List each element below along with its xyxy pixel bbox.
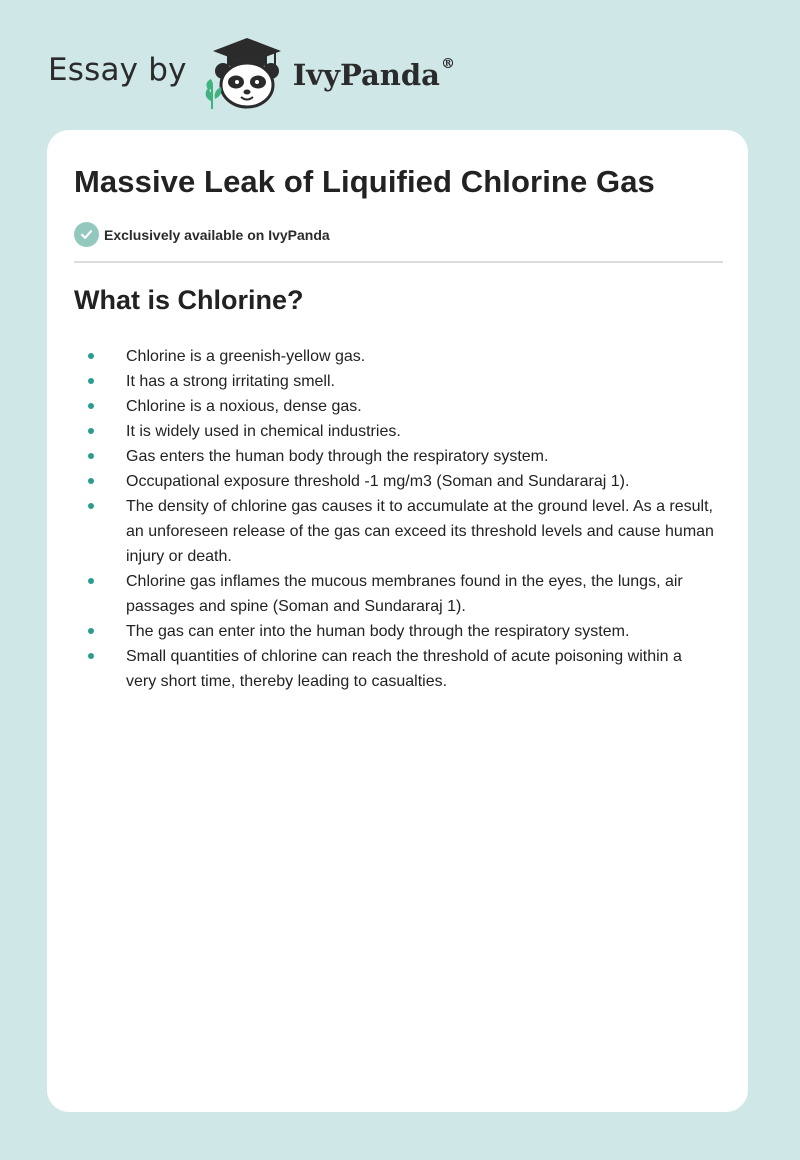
essay-by-label: Essay by (48, 52, 187, 88)
bullet-dot-icon (88, 503, 94, 509)
bullet-list (74, 344, 714, 694)
bullet-dot-icon (88, 578, 94, 584)
page-title: Massive Leak of Liquified Chlorine Gas (74, 164, 655, 199)
list-item: Chlorine gas inflames the mucous membranes found in the eyes, the lungs, air passages and spine (Soman and Sundararaj 1). (74, 569, 714, 619)
bullet-dot-icon (88, 653, 94, 659)
bullet-dot-icon (88, 378, 94, 384)
list-item: Occupational exposure threshold -1 mg/m3 (Soman and Sundararaj 1). (74, 469, 714, 494)
registered-mark: ® (440, 56, 455, 72)
panda-graduate-icon (201, 35, 291, 111)
bullet-dot-icon (88, 453, 94, 459)
bullet-dot-icon (88, 428, 94, 434)
list-item: Chlorine is a noxious, dense gas. (74, 394, 714, 419)
section-heading: What is Chlorine? (74, 285, 304, 315)
bullet-dot-icon (88, 353, 94, 359)
brand-name: IvyPanda® (292, 56, 455, 92)
exclusive-text: Exclusively available on IvyPanda (104, 226, 330, 243)
list-item: The density of chlorine gas causes it to accumulate at the ground level. As a result, an unforeseen release of the gas can exceed its threshold levels and cause human injury or death. (74, 494, 714, 569)
bullet-dot-icon (88, 478, 94, 484)
exclusive-badge (74, 222, 330, 247)
check-circle-icon (74, 222, 99, 247)
list-item: It has a strong irritating smell. (74, 369, 714, 394)
list-item: Gas enters the human body through the respiratory system. (74, 444, 714, 469)
list-item: The gas can enter into the human body through the respiratory system. (74, 619, 714, 644)
site-header (48, 34, 455, 112)
list-item: Small quantities of chlorine can reach the threshold of acute poisoning within a very short time, thereby leading to casualties. (74, 644, 714, 694)
list-item: Chlorine is a greenish-yellow gas. (74, 344, 714, 369)
bullet-dot-icon (88, 628, 94, 634)
title-divider (74, 261, 723, 263)
list-item: It is widely used in chemical industries. (74, 419, 714, 444)
document-card (47, 130, 748, 1112)
bullet-dot-icon (88, 403, 94, 409)
